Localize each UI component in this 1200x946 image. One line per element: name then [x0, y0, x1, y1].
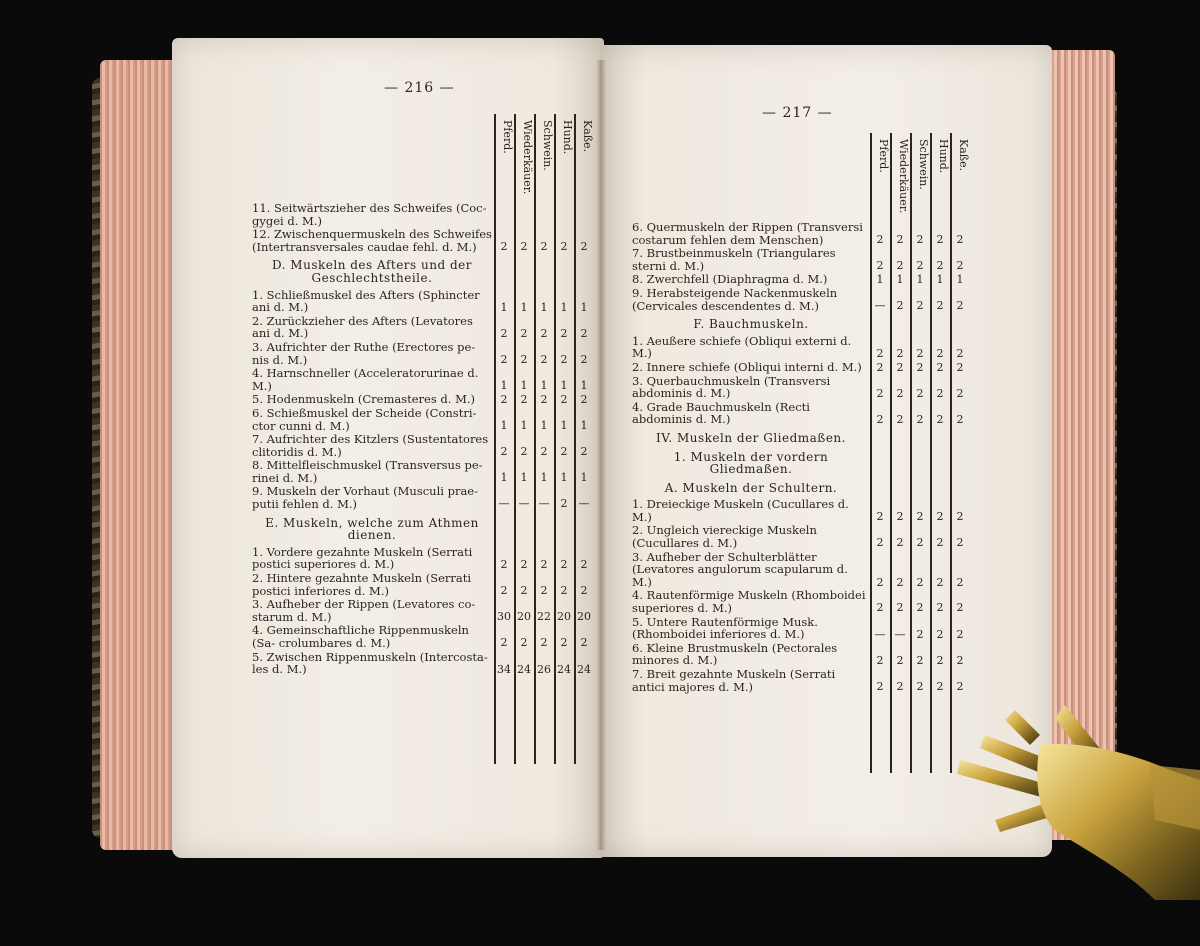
count-value: 2: [560, 327, 568, 340]
count-value: 2: [560, 393, 568, 406]
count-value: 2: [956, 387, 964, 400]
count-value: 2: [956, 361, 964, 374]
entry-text: 7. Breit gezahnte Muskeln (Serrati antici majores d. M.): [632, 667, 836, 694]
count-value: —: [538, 497, 550, 510]
count-value: 2: [520, 558, 528, 571]
entry-text: 8. Zwerchfell (Diaphragma d. M.): [632, 272, 828, 287]
count-value: 2: [500, 445, 508, 458]
column-header: Schwein.: [917, 139, 930, 190]
count-value: 2: [500, 327, 508, 340]
entry-text: 3. Querbauchmuskeln (Transversi abdominis d. M.): [632, 373, 831, 401]
section-heading: [632, 432, 870, 445]
count-value: 24: [517, 663, 531, 676]
count-value: 2: [520, 327, 528, 340]
left-column-table: [494, 114, 594, 764]
muscle-entry: [252, 651, 492, 676]
section-heading: [632, 451, 870, 476]
count-value: 2: [876, 601, 884, 614]
count-value: 1: [500, 301, 508, 314]
count-value: 2: [876, 347, 884, 360]
count-value: 2: [936, 680, 944, 693]
muscle-entry: [632, 247, 870, 272]
muscle-entry: [632, 335, 870, 360]
count-value: 34: [497, 663, 511, 676]
entry-text: 2. Innere schiefe (Obliqui interni d. M.): [632, 359, 862, 374]
count-value: 1: [580, 471, 588, 484]
count-value: 2: [560, 240, 568, 253]
count-value: 20: [577, 610, 591, 623]
count-value: 1: [500, 471, 508, 484]
muscle-entry: [632, 401, 870, 426]
count-value: 1: [876, 273, 884, 286]
muscle-entry: [252, 433, 492, 458]
count-value: 1: [936, 273, 944, 286]
count-value: 2: [936, 628, 944, 641]
column-header: Hund.: [561, 120, 574, 155]
count-value: 2: [916, 387, 924, 400]
count-value: 2: [956, 259, 964, 272]
muscle-entry: [632, 616, 870, 641]
count-value: 2: [876, 510, 884, 523]
right-entry-list: [632, 221, 870, 694]
muscle-entry: [252, 407, 492, 432]
right-column-table: [870, 133, 970, 773]
count-value: 2: [956, 601, 964, 614]
count-value: 2: [540, 636, 548, 649]
count-value: 2: [500, 584, 508, 597]
count-value: 2: [876, 680, 884, 693]
entry-text: 9. Muskeln der Vorhaut (Musculi prae- putii fehlen d. M.): [252, 484, 478, 512]
count-value: 1: [540, 301, 548, 314]
entry-text: 2. Ungleich viereckige Muskeln (Cucullares d. M.): [632, 523, 817, 551]
count-value: 26: [537, 663, 551, 676]
section-heading: [632, 482, 870, 495]
page-number-right: — 217 —: [762, 105, 833, 121]
count-value: 2: [916, 576, 924, 589]
entry-text: 4. Gemeinschaftliche Rippenmuskeln (Sa- crolumbares d. M.): [252, 623, 469, 650]
column-rule: [870, 133, 872, 773]
count-value: 2: [936, 299, 944, 312]
count-value: 2: [956, 576, 964, 589]
count-value: 1: [896, 273, 904, 286]
count-value: 2: [896, 259, 904, 272]
count-value: 2: [956, 413, 964, 426]
count-value: 2: [936, 361, 944, 374]
count-value: 2: [956, 347, 964, 360]
count-value: 2: [936, 347, 944, 360]
count-value: 2: [520, 445, 528, 458]
count-value: 2: [876, 654, 884, 667]
count-value: 1: [916, 273, 924, 286]
count-value: 1: [560, 419, 568, 432]
count-value: 2: [580, 240, 588, 253]
column-header: Wiederkäuer.: [897, 139, 910, 214]
count-value: 2: [876, 576, 884, 589]
count-value: 2: [916, 361, 924, 374]
entry-text: D. Muskeln des Afters und der Geschlechtstheile.: [271, 258, 472, 285]
count-value: 24: [577, 663, 591, 676]
count-value: 1: [560, 379, 568, 392]
entry-text: E. Muskeln, welche zum Athmen dienen.: [265, 515, 479, 543]
count-value: 2: [896, 654, 904, 667]
count-value: 2: [896, 510, 904, 523]
count-value: —: [518, 497, 530, 510]
column-header: Pferd.: [501, 120, 514, 154]
count-value: 2: [540, 584, 548, 597]
count-value: 2: [916, 536, 924, 549]
count-value: 2: [916, 601, 924, 614]
entry-text: 5. Untere Rautenförmige Musk. (Rhomboidei inferiores d. M.): [632, 614, 818, 642]
entry-text: 1. Dreieckige Muskeln (Cucullares d. M.): [632, 497, 849, 524]
count-value: 2: [580, 393, 588, 406]
count-value: 2: [876, 361, 884, 374]
muscle-entry: [632, 668, 870, 693]
count-value: 1: [540, 379, 548, 392]
count-value: 2: [520, 636, 528, 649]
muscle-entry: [252, 341, 492, 366]
count-value: 2: [876, 233, 884, 246]
muscle-entry: [632, 498, 870, 523]
muscle-entry: [252, 289, 492, 314]
count-value: 2: [936, 233, 944, 246]
entry-text: 2. Zurückzieher des Afters (Levatores ani d. M.): [252, 313, 473, 341]
entry-text: F. Bauchmuskeln.: [693, 317, 809, 332]
count-value: 2: [500, 558, 508, 571]
count-value: 2: [896, 680, 904, 693]
count-value: 2: [580, 445, 588, 458]
count-value: 2: [876, 536, 884, 549]
count-value: —: [578, 497, 590, 510]
count-value: —: [498, 497, 510, 510]
entry-text: 12. Zwischenquermuskeln des Schweifes (Intertransversales caudae fehl. d. M.): [252, 227, 492, 254]
count-value: 1: [580, 301, 588, 314]
entry-text: 3. Aufheber der Rippen (Levatores co- starum d. M.): [252, 597, 476, 624]
count-value: 1: [500, 419, 508, 432]
muscle-entry: [252, 393, 492, 406]
entry-text: 5. Zwischen Rippenmuskeln (Intercosta- les d. M.): [252, 649, 488, 677]
entry-text: 1. Schließmuskel des Afters (Sphincter ani d. M.): [252, 287, 480, 315]
muscle-entry: [632, 361, 870, 374]
muscle-entry: [632, 287, 870, 312]
count-value: 2: [916, 233, 924, 246]
count-value: 2: [876, 413, 884, 426]
count-value: 2: [896, 576, 904, 589]
count-value: 2: [580, 327, 588, 340]
count-value: 2: [580, 558, 588, 571]
count-value: 2: [896, 536, 904, 549]
left-page-edges: [100, 60, 180, 850]
left-page: [172, 38, 604, 858]
count-value: 2: [500, 636, 508, 649]
count-value: 2: [520, 584, 528, 597]
column-rule: [910, 133, 912, 773]
count-value: 2: [916, 299, 924, 312]
muscle-entry: [252, 315, 492, 340]
count-value: 2: [936, 536, 944, 549]
muscle-entry: [252, 572, 492, 597]
column-header: Wiederkäuer.: [521, 120, 534, 195]
muscle-entry: [632, 273, 870, 286]
count-value: 2: [936, 413, 944, 426]
count-value: 2: [896, 413, 904, 426]
count-value: 2: [956, 299, 964, 312]
entry-text: 1. Muskeln der vordern Gliedmaßen.: [673, 449, 829, 477]
count-value: 2: [560, 636, 568, 649]
muscle-entry: [252, 598, 492, 623]
count-value: 2: [936, 510, 944, 523]
count-value: 1: [580, 379, 588, 392]
section-heading: [632, 318, 870, 331]
entry-text: 4. Grade Bauchmuskeln (Recti abdominis d. M.): [632, 399, 810, 427]
count-value: 2: [876, 387, 884, 400]
muscle-entry: [252, 485, 492, 510]
count-value: 2: [916, 654, 924, 667]
count-value: 2: [896, 601, 904, 614]
count-value: 2: [916, 510, 924, 523]
count-value: 2: [540, 445, 548, 458]
book-gutter: [596, 60, 606, 850]
count-value: 2: [916, 680, 924, 693]
column-header: Kaße.: [581, 120, 594, 153]
count-value: 1: [540, 471, 548, 484]
entry-text: 9. Herabsteigende Nackenmuskeln (Cervicales descendentes d. M.): [632, 285, 838, 313]
count-value: 2: [936, 259, 944, 272]
count-value: 1: [560, 471, 568, 484]
count-value: 2: [540, 327, 548, 340]
section-heading: [252, 259, 492, 284]
section-heading: [252, 517, 492, 542]
count-value: 2: [540, 353, 548, 366]
count-value: 1: [956, 273, 964, 286]
count-value: 2: [956, 233, 964, 246]
entry-text: 8. Mittelfleischmuskel (Transversus pe- rinei d. M.): [252, 458, 483, 485]
entry-text: 5. Hodenmuskeln (Cremasteres d. M.): [252, 392, 476, 407]
muscle-entry: [632, 221, 870, 246]
count-value: 2: [916, 413, 924, 426]
entry-text: 7. Brustbeinmuskeln (Triangulares sterni d. M.): [632, 246, 836, 273]
column-rule: [890, 133, 892, 773]
count-value: 2: [500, 240, 508, 253]
column-rule: [950, 133, 952, 773]
count-value: 1: [520, 379, 528, 392]
muscle-entry: [252, 624, 492, 649]
page-number-left: — 216 —: [384, 80, 455, 96]
column-header: Pferd.: [877, 139, 890, 173]
entry-text: 3. Aufrichter der Ruthe (Erectores pe- nis d. M.): [252, 339, 476, 367]
count-value: 2: [520, 393, 528, 406]
count-value: 2: [540, 240, 548, 253]
count-value: 24: [557, 663, 571, 676]
count-value: 1: [540, 419, 548, 432]
brass-hand-bookweight: [955, 700, 1200, 900]
count-value: 2: [896, 361, 904, 374]
count-value: 2: [956, 628, 964, 641]
count-value: —: [874, 299, 886, 312]
count-value: 1: [560, 301, 568, 314]
count-value: 2: [560, 445, 568, 458]
count-value: 1: [520, 419, 528, 432]
count-value: 2: [876, 259, 884, 272]
count-value: 2: [580, 636, 588, 649]
muscle-entry: [632, 375, 870, 400]
muscle-entry: [252, 202, 492, 227]
count-value: 2: [936, 654, 944, 667]
count-value: —: [874, 628, 886, 641]
count-value: 1: [580, 419, 588, 432]
column-header: Hund.: [937, 139, 950, 174]
count-value: 2: [896, 347, 904, 360]
entry-text: 4. Rautenförmige Muskeln (Rhomboidei superiores d. M.): [632, 588, 866, 616]
entry-text: 3. Aufheber der Schulterblätter (Levatores angulorum scapularum d. M.): [632, 549, 848, 589]
muscle-entry: [252, 546, 492, 571]
count-value: 2: [500, 393, 508, 406]
muscle-entry: [632, 642, 870, 667]
entry-text: A. Muskeln der Schultern.: [664, 480, 838, 495]
muscle-entry: [252, 367, 492, 392]
count-value: 2: [896, 387, 904, 400]
count-value: 2: [580, 353, 588, 366]
count-value: 2: [560, 497, 568, 510]
entry-text: 2. Hintere gezahnte Muskeln (Serrati postici inferiores d. M.): [252, 571, 472, 598]
count-value: 2: [916, 628, 924, 641]
count-value: 2: [936, 387, 944, 400]
count-value: 1: [520, 471, 528, 484]
count-value: 2: [916, 259, 924, 272]
count-value: 2: [580, 584, 588, 597]
left-entry-list: [252, 202, 492, 677]
count-value: 20: [557, 610, 571, 623]
muscle-entry: [252, 459, 492, 484]
column-header: Schwein.: [541, 120, 554, 171]
muscle-entry: [632, 589, 870, 614]
entry-text: 6. Schießmuskel der Scheide (Constri- ctor cunni d. M.): [252, 405, 477, 433]
muscle-entry: [632, 551, 870, 589]
count-value: 2: [540, 393, 548, 406]
column-header: Kaße.: [957, 139, 970, 172]
count-value: 2: [560, 353, 568, 366]
count-value: 2: [560, 584, 568, 597]
muscle-entry: [632, 524, 870, 549]
count-value: 2: [500, 353, 508, 366]
entry-text: 1. Vordere gezahnte Muskeln (Serrati postici superiores d. M.): [252, 544, 473, 572]
entry-text: 6. Quermuskeln der Rippen (Transversi costarum fehlen dem Menschen): [632, 220, 863, 247]
count-value: 20: [517, 610, 531, 623]
count-value: 2: [956, 680, 964, 693]
count-value: 2: [956, 510, 964, 523]
count-value: 2: [540, 558, 548, 571]
count-value: 1: [500, 379, 508, 392]
entry-text: 1. Aeußere schiefe (Obliqui externi d. M.): [632, 333, 852, 361]
count-value: 2: [916, 347, 924, 360]
muscle-entry: [252, 228, 492, 253]
count-value: 30: [497, 610, 511, 623]
count-value: 1: [520, 301, 528, 314]
entry-text: 11. Seitwärtszieher des Schweifes (Coc- gygei d. M.): [252, 201, 487, 228]
count-value: 2: [520, 353, 528, 366]
column-rule: [930, 133, 932, 773]
count-value: 2: [520, 240, 528, 253]
count-value: 22: [537, 610, 551, 623]
count-value: 2: [936, 576, 944, 589]
entry-text: 7. Aufrichter des Kitzlers (Sustentatores clitoridis d. M.): [252, 432, 489, 459]
count-value: 2: [560, 558, 568, 571]
entry-text: 4. Harnschneller (Acceleratorurinae d. M.): [252, 366, 479, 393]
count-value: 2: [896, 233, 904, 246]
count-value: 2: [936, 601, 944, 614]
entry-text: IV. Muskeln der Gliedmaßen.: [656, 430, 846, 445]
count-value: 2: [956, 536, 964, 549]
count-value: 2: [956, 654, 964, 667]
entry-text: 6. Kleine Brustmuskeln (Pectorales minores d. M.): [632, 640, 838, 668]
count-value: —: [894, 628, 906, 641]
count-value: 2: [896, 299, 904, 312]
